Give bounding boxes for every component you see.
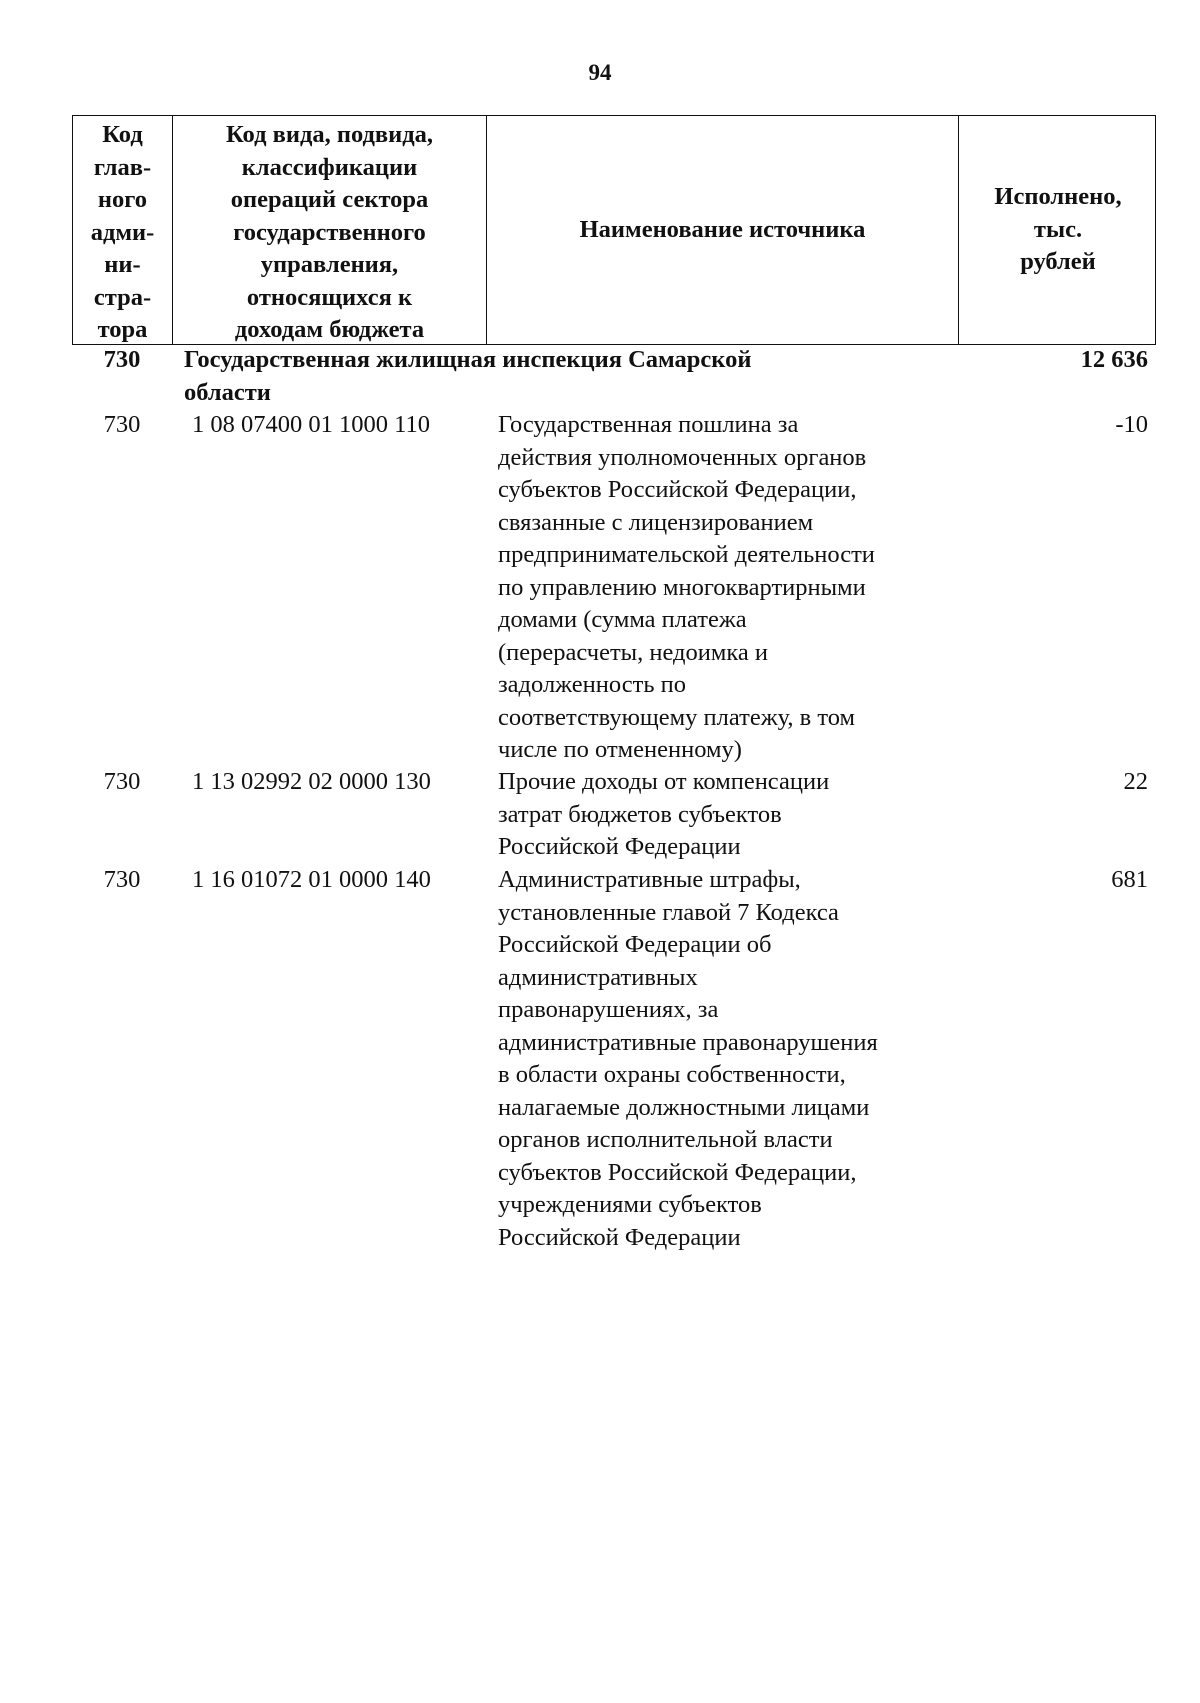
header-type-code: Код вида, подвида, классификации операций сектора государственного управления, относящихся к доходам бюджета	[173, 116, 487, 344]
row-type-code: 1 13 02992 02 0000 130	[192, 768, 431, 795]
row-value: 681	[1111, 866, 1148, 893]
page-number: 94	[588, 60, 612, 85]
row-value: -10	[1115, 411, 1148, 438]
row-admin-code: 730	[103, 866, 141, 893]
row-type-code: 1 16 01072 01 0000 140	[192, 866, 431, 893]
row-source-name: Административные штрафы, установленные главой 7 Кодекса Российской Федерации об административных правонарушениях, за административные правонарушения в области охраны собственности, налагаемые должностными лицами органов исполнительной власти субъектов Российской Федерации, учреждениями субъектов Российской Федерации	[498, 866, 878, 1251]
section-value: 12 636	[1080, 346, 1148, 373]
table-header	[72, 115, 1156, 345]
row-admin-code: 730	[103, 411, 141, 438]
row-type-code: 1 08 07400 01 1000 110	[192, 411, 430, 438]
header-executed: Исполнено, тыс. рублей	[994, 183, 1122, 276]
section-title: Государственная жилищная инспекция Самарской области	[184, 346, 752, 406]
row-source-name: Прочие доходы от компенсации затрат бюджетов субъектов Российской Федерации	[498, 768, 830, 860]
section-admin-code: 730	[103, 346, 141, 373]
row-value: 22	[1123, 768, 1148, 795]
header-source-name: Наименование источника	[487, 116, 959, 344]
header-admin-code: Код глав- ного адми- ни- стра- тора	[73, 116, 173, 344]
row-source-name: Государственная пошлина за действия уполномоченных органов субъектов Российской Федерации, связанные с лицензированием предпринимательской деятельности по управлению многоквартирными домами (сумма платежа (перерасчеты, недоимка и задолженность по соответствующему платежу, в том числе по отмененному)	[498, 411, 875, 763]
row-admin-code: 730	[103, 768, 141, 795]
